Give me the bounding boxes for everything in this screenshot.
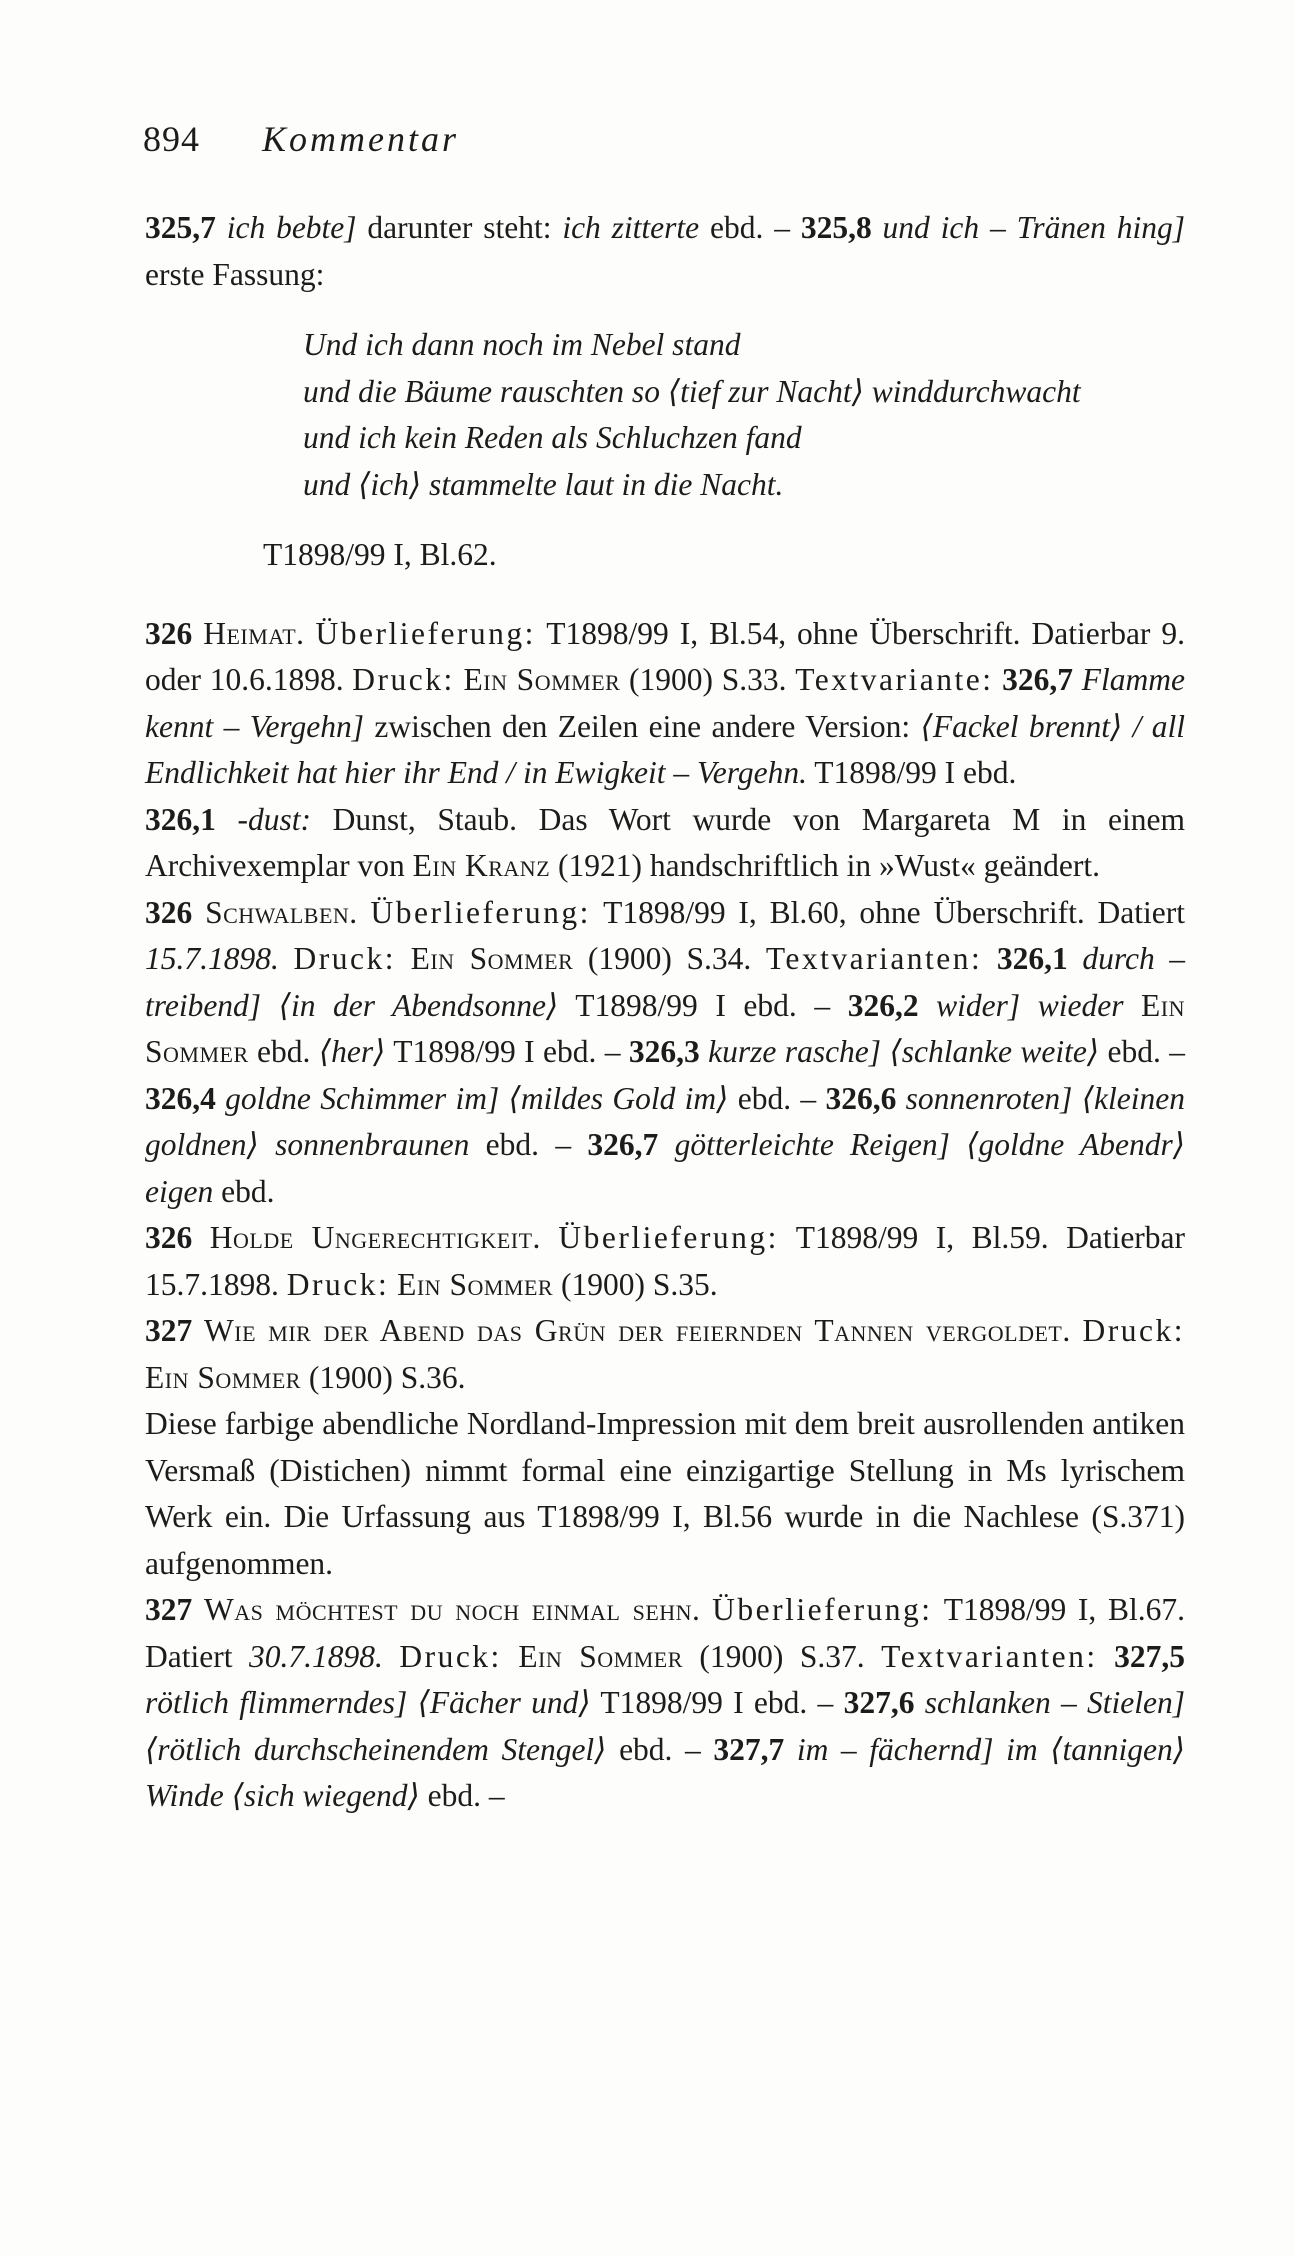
- commentary-entry: [145, 797, 1185, 890]
- entry-text: T1898/99 I, Bl.59. Datierbar 15.7.1898.: [145, 1220, 1186, 1302]
- variant-text: wieder: [1037, 987, 1124, 1023]
- poem-title: Wie mir der Abend das Grün der feiernden Tannen vergoldet.: [204, 1313, 1071, 1348]
- variant-text: ⟨schlanke weite⟩: [889, 1034, 1100, 1069]
- line-reference: 327,7: [713, 1731, 785, 1767]
- book-title: Ein Sommer: [518, 1638, 683, 1674]
- commentary-entry: [145, 611, 1185, 797]
- entry-text: [1072, 1081, 1081, 1116]
- entry-text: erste Fassung:: [145, 256, 325, 292]
- lemma: schlanken – Stielen]: [914, 1685, 1185, 1720]
- line-reference: 326,1: [996, 941, 1068, 976]
- book-title: Ein Kranz: [412, 848, 551, 883]
- commentary-paragraph: Diese farbige abendliche Nordland-Impression mit dem breit ausrollenden antiken Versmaß (Distichen) nimmt formal eine einzigartige Stellung in Ms lyrischem Werk ein. Die Urfassung aus T1898/99 I, Bl.56 wurde in die Nachlese (S.371) aufgenommen.: [145, 1406, 1185, 1581]
- entry-text: [993, 662, 1002, 697]
- commentary-entry: [145, 1215, 1185, 1308]
- variant-text: ⟨goldne Abendr⟩eigen: [145, 1127, 1185, 1209]
- line-reference: 326,1: [145, 801, 216, 837]
- label-textvarianten: Textvarianten:: [881, 1638, 1098, 1674]
- entry-text: [982, 941, 997, 976]
- variant-text: ich zitterte: [562, 210, 700, 245]
- line-reference: 326,4: [145, 1080, 216, 1116]
- variant-text: ⟨kleinen goldnen⟩ sonnenbraunen: [145, 1080, 1185, 1162]
- entry-text: T1898/99 I ebd.: [806, 755, 1017, 790]
- book-title: Ein Sommer: [463, 662, 621, 697]
- lemma: sonnenroten]: [896, 1080, 1073, 1116]
- book-title: Ein Sommer: [397, 1266, 554, 1302]
- variant-text: ⟨sich wiegend⟩: [231, 1778, 420, 1813]
- date-text: 15.7.1898.: [145, 941, 279, 976]
- running-title: Kommentar: [262, 119, 459, 159]
- lemma: Flamme kennt – Vergehn]: [145, 662, 1185, 744]
- line-reference: 327,6: [843, 1685, 915, 1720]
- line-reference: 326,2: [847, 987, 919, 1023]
- entry-text: [1123, 988, 1141, 1023]
- entry-text: [261, 988, 279, 1023]
- entry-text: T1898/99 I ebd. –: [590, 1685, 844, 1720]
- date-text: 30.7.1898.: [248, 1638, 383, 1674]
- entry-text: T1898/99 I, Bl.60, ohne Überschrift. Datiert: [590, 894, 1186, 930]
- poem-page-number: 326: [145, 615, 193, 651]
- lemma: -dust:: [215, 801, 311, 837]
- commentary-entry: [145, 205, 1185, 298]
- commentary-entry: [145, 890, 1185, 1216]
- entry-text: (1900) S.33.: [620, 662, 796, 697]
- lemma: im – fächernd]: [784, 1731, 994, 1767]
- commentary-body: [145, 205, 1185, 1820]
- entry-text: [1098, 1639, 1115, 1674]
- entry-text: [224, 1778, 232, 1813]
- entry-text: T1898/99 I ebd. –: [385, 1034, 629, 1069]
- variant-text: ⟨Fackel brennt⟩ / all Endlichkeit hat hier ihr End / in Ewigkeit – Vergehn.: [145, 708, 1185, 790]
- poem-title: Heimat.: [203, 615, 305, 651]
- variant-text: ⟨mildes Gold im⟩: [508, 1080, 729, 1116]
- entry-text: T1898/99 I ebd. –: [558, 987, 848, 1023]
- entry-text: (1900) S.34.: [573, 941, 766, 976]
- lemma: goldne Schimmer im]: [215, 1080, 500, 1116]
- entry-text: Dunst, Staub. Das Wort wurde von Margareta M in einem Archivexemplar von: [145, 801, 1185, 883]
- label-ueberlieferung: Überlieferung:: [315, 615, 536, 651]
- running-header: [143, 118, 459, 160]
- variant-text: ⟨in der Abendsonne⟩: [278, 987, 559, 1023]
- entry-text: darunter steht:: [356, 210, 563, 245]
- label-textvariante: Textvariante:: [795, 662, 994, 697]
- lemma: kurze rasche]: [699, 1034, 882, 1069]
- poem-page-number: 326: [145, 1220, 193, 1255]
- book-title: Ein Sommer: [145, 987, 1186, 1069]
- line-reference: 325,7: [145, 210, 216, 245]
- quote-line: und die Bäume rauschten so ⟨tief zur Nacht⟩ winddurchwacht: [303, 373, 1081, 409]
- entry-text: ebd. –: [1099, 1034, 1186, 1069]
- entry-text: T1898/99 I, Bl.54, ohne Überschrift. Datierbar 9. oder 10.6.1898.: [145, 615, 1185, 697]
- entry-text: ebd. –: [419, 1778, 505, 1813]
- entry-text: zwischen den Zeilen eine andere Version:: [364, 708, 921, 744]
- variant-text: im: [1006, 1731, 1038, 1767]
- label-druck: Druck:: [293, 941, 396, 976]
- book-title: Ein Sommer: [410, 941, 574, 976]
- lemma: rötlich flimmerndes]: [145, 1685, 408, 1720]
- variant-text: ⟨Fächer und⟩: [417, 1685, 591, 1720]
- lemma: götterleichte Reigen]: [658, 1127, 950, 1162]
- poem-title: Holde Ungerechtigkeit.: [209, 1220, 541, 1255]
- variant-text: ⟨tannigen⟩: [1050, 1731, 1186, 1767]
- entry-text: (1921) handschriftlich in »Wust« geändert.: [550, 848, 1100, 883]
- line-reference: 325,8: [800, 210, 872, 245]
- entry-text: ebd.: [248, 1034, 319, 1069]
- entry-text: [950, 1127, 966, 1162]
- lemma: ich bebte]: [226, 210, 357, 245]
- page-number: 894: [143, 119, 200, 159]
- entry-text: (1900) S.35.: [553, 1266, 718, 1302]
- entry-text: [383, 1639, 400, 1674]
- poem-page-number: 326: [145, 894, 193, 930]
- variant-text: ⟨rötlich durchscheinendem Stengel⟩: [145, 1731, 607, 1767]
- entry-text: (1900) S.37.: [682, 1638, 882, 1674]
- line-reference: 327,5: [1114, 1638, 1185, 1674]
- first-version-quote: [303, 322, 1185, 508]
- entry-text: [1038, 1732, 1051, 1767]
- commentary-entry: [145, 1308, 1185, 1401]
- entry-text: T1898/99 I, Bl.67. Datiert: [145, 1592, 1185, 1674]
- entry-text: [499, 1081, 508, 1116]
- poem-page-number: 327: [145, 1313, 193, 1348]
- lemma: wider]: [918, 987, 1021, 1023]
- entry-text: ebd. –: [728, 1080, 826, 1116]
- entry-text: [279, 941, 294, 976]
- line-reference: 326,3: [628, 1034, 700, 1069]
- poem-title: Schwalben.: [205, 894, 358, 930]
- entry-text: ebd. –: [469, 1127, 588, 1162]
- line-reference: 326,6: [825, 1080, 897, 1116]
- poem-title: Was möchtest du noch einmal sehn.: [203, 1592, 701, 1627]
- commentary-entry: [145, 1587, 1185, 1820]
- label-ueberlieferung: Überlieferung:: [558, 1220, 779, 1255]
- line-reference: 326,7: [1002, 662, 1074, 697]
- entry-text: ebd. –: [699, 210, 801, 245]
- label-druck: Druck:: [399, 1638, 502, 1674]
- variant-text: Winde: [145, 1778, 224, 1813]
- label-druck: Druck:: [1082, 1313, 1185, 1348]
- quote-line: und ich kein Reden als Schluchzen fand: [303, 420, 802, 455]
- quote-line: Und ich dann noch im Nebel stand: [303, 327, 741, 362]
- entry-text: ebd. –: [606, 1731, 714, 1767]
- line-reference: 326,7: [587, 1127, 659, 1162]
- quote-line: und ⟨ich⟩ stammelte laut in die Nacht.: [303, 466, 784, 502]
- label-druck: Druck:: [286, 1266, 390, 1302]
- variant-text: ⟨her⟩: [318, 1034, 386, 1069]
- quote-source: T1898/99 I, Bl.62.: [263, 537, 497, 572]
- entry-text: [407, 1685, 417, 1720]
- lemma: durch – treibend]: [145, 941, 1186, 1023]
- lemma: und ich – Tränen hing]: [871, 210, 1185, 245]
- label-ueberlieferung: Überlieferung:: [370, 894, 591, 930]
- label-ueberlieferung: Überlieferung:: [712, 1592, 933, 1627]
- poem-page-number: 327: [145, 1592, 193, 1627]
- label-druck: Druck:: [352, 662, 455, 697]
- entry-text: [1020, 988, 1038, 1023]
- book-title: Ein Sommer: [145, 1359, 301, 1395]
- entry-text: [994, 1732, 1007, 1767]
- entry-text: ebd.: [213, 1173, 275, 1209]
- label-textvarianten: Textvarianten:: [765, 941, 983, 976]
- entry-text: (1900) S.36.: [300, 1359, 466, 1395]
